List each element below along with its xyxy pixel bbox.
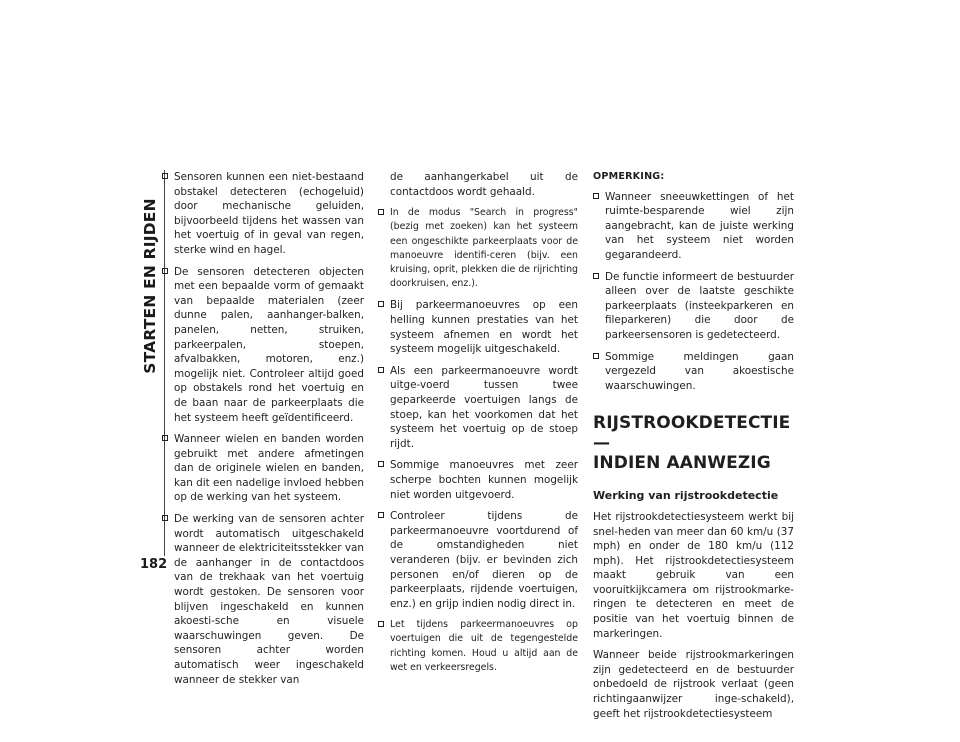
chapter-side-tab: [138, 170, 162, 402]
list-item: Sommige meldingen gaan vergezeld van akoestische waarschuwingen.: [593, 350, 794, 394]
list-item: Bij parkeermanoeuvres op een helling kunnen prestaties van het systeem afnemen en wordt het systeem mogelijk uitgeschakeld.: [378, 298, 578, 356]
column-2: [378, 170, 578, 682]
checkbox-bullet-icon: [378, 367, 384, 373]
paragraph: Het rijstrookdetectiesysteem werkt bij snel-heden van meer dan 60 km/u (37 mph) en onder de 180 km/u (112 mph). Het rijstrookdetectiesysteem maakt gebruik van een vooruitkijkcamera om rijstrookmarke-ringen te detecteren en meet de positie van het voertuig binnen de markeringen.: [593, 510, 794, 640]
note-heading: OPMERKING:: [593, 171, 665, 182]
list-item: De werking van de sensoren achter wordt automatisch uitgeschakeld wanneer de elektriciteitsstekker van de aanhanger in de contactdoos van de trekhaak van het voertuig wordt gestoken. De sensoren voor blijven ingeschakeld en kunnen akoesti-sche en visuele waarschuwingen geven. De sensoren achter worden automatisch weer ingeschakeld wanneer de stekker van: [162, 512, 364, 687]
list-item: Sommige manoeuvres met zeer scherpe bochten kunnen mogelijk niet worden uitgevoerd.: [378, 458, 578, 502]
paragraph: Wanneer beide rijstrookmarkeringen zijn gedetecteerd en de bestuurder onbedoeld de rijstrook verlaat (geen richtingaanwijzer inge-schakeld), geeft het rijstrookdetectiesysteem: [593, 649, 794, 720]
list-item: De sensoren detecteren objecten met een bepaalde vorm of gemaakt van bepaalde materialen (zeer dunne palen, aanhanger-balken, panelen, netten, struiken, parkeerpalen, stoepen, afvalbakken, motoren, enz.) mogelijk niet. Controleer altijd goed op obstakels rond het voertuig en de baan naar de parkeerplaats die het systeem heeft geïdentificeerd.: [162, 265, 364, 426]
section-title-line: INDIEN AANWEZIG: [593, 453, 771, 474]
list-item: De functie informeert de bestuurder alleen over de laatste geschikte parkeerplaats (insteekparkeren en fileparkeren) die door de parkeersensoren is gedetecteerd.: [593, 270, 794, 343]
list-item: In de modus "Search in progress" (bezig met zoeken) kan het systeem een ongeschikte parkeerplaats voor de manoeuvre identifi-ceren (bijv. een kruising, oprit, plekken die de rijrichting doorkruisen, enz.).: [378, 206, 578, 291]
column-1: [162, 170, 364, 694]
list-item: Controleer tijdens de parkeermanoeuvre voortdurend of de omstandigheden niet veranderen (bijv. er bevinden zich personen en/of dieren op de parkeerplaats, rijdende voertuigen, enz.) en grijp indien nodig direct in.: [378, 509, 578, 611]
list-item-continuation: de aanhangerkabel uit de contactdoos wordt gehaald.: [390, 171, 578, 198]
subsection-title: Werking van rijstrookdetectie: [593, 489, 779, 503]
checkbox-bullet-icon: [162, 173, 168, 179]
column-3: [593, 170, 794, 728]
checkbox-bullet-icon: [593, 353, 599, 359]
checkbox-bullet-icon: [162, 515, 168, 521]
section-title-line: RIJSTROOKDETECTIE —: [593, 413, 791, 454]
section-title: [593, 413, 794, 473]
list-item: Sensoren kunnen een niet-bestaand obstakel detecteren (echogeluid) door mechanische geluiden, bijvoorbeeld tijdens het wassen van het voertuig of in geval van regen, sterke wind en hagel.: [162, 170, 364, 258]
list-item: Als een parkeermanoeuvre wordt uitge-voerd tussen twee geparkeerde voertuigen langs de stoep, kan het voorkomen dat het systeem het voertuig op de stoep rijdt.: [378, 364, 578, 452]
checkbox-bullet-icon: [378, 301, 384, 307]
checkbox-bullet-icon: [378, 209, 384, 215]
list-item: Let tijdens parkeermanoeuvres op voertuigen die uit de tegengestelde richting komen. Houd u altijd aan de wet en verkeersregels.: [378, 618, 578, 675]
list-item: Wanneer sneeuwkettingen of het ruimte-besparende wiel zijn aangebracht, kan de juiste werking van het systeem niet worden gegarandeerd.: [593, 190, 794, 263]
checkbox-bullet-icon: [162, 435, 168, 441]
list-item: Wanneer wielen en banden worden gebruikt met andere afmetingen dan de originele wielen en banden, kan dit een nadelige invloed hebben op de werking van het systeem.: [162, 432, 364, 505]
checkbox-bullet-icon: [378, 461, 384, 467]
chapter-title: STARTEN EN RIJDEN: [141, 198, 159, 374]
page-number: 182: [140, 557, 168, 572]
checkbox-bullet-icon: [162, 268, 168, 274]
checkbox-bullet-icon: [593, 273, 599, 279]
checkbox-bullet-icon: [378, 621, 384, 627]
checkbox-bullet-icon: [378, 512, 384, 518]
checkbox-bullet-icon: [593, 193, 599, 199]
